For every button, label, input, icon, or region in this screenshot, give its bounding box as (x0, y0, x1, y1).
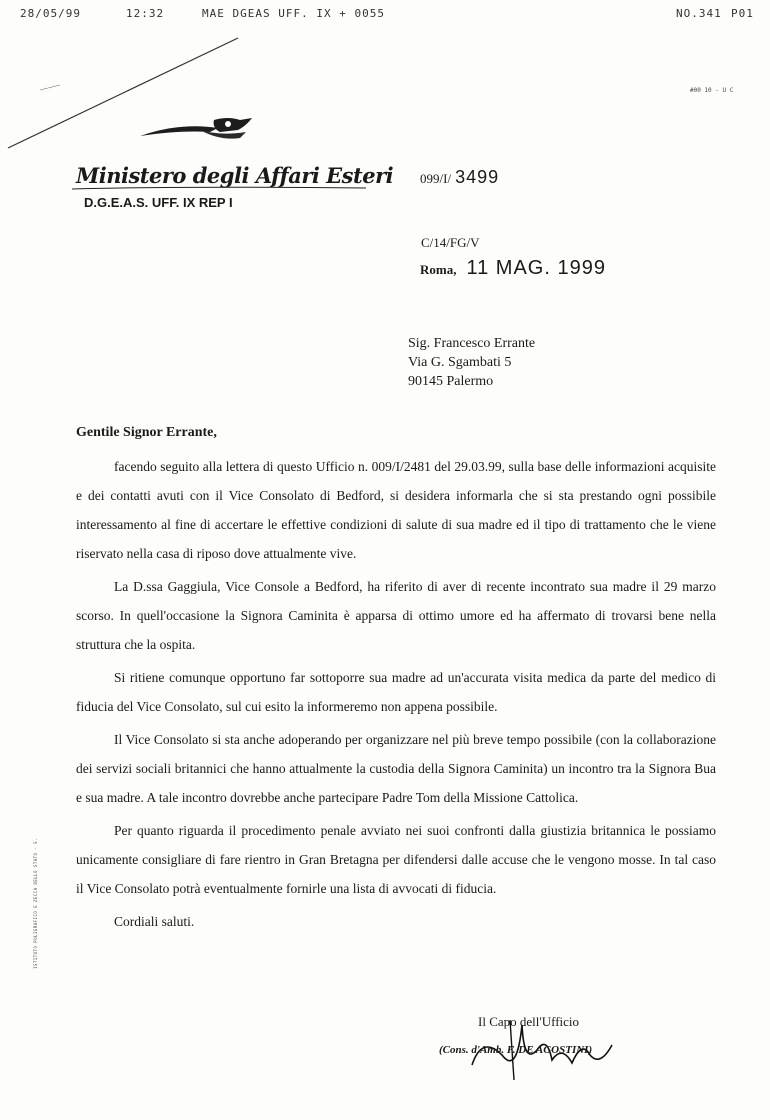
body-paragraph: Per quanto riguarda il procedimento penale avviato nei suoi confronti dalla giustizia britannica le possiamo unicamente consigliare di fare rientro in Gran Bretagna per difendersi dalle accuse che le vengono mosse. In tal caso il Vice Consolato potrà eventualmente fornirle una lista di avvocati di fiducia. (76, 823, 716, 896)
closing: Cordiali saluti. (114, 914, 195, 929)
department-line: D.G.E.A.S. UFF. IX REP I (84, 195, 233, 210)
date-stamp: 11 MAG. 1999 (466, 257, 606, 279)
signature-name: (Cons. d'Amb. F. DE AGOSTINI) (439, 1044, 593, 1056)
protocol-prefix: 099/I/ (420, 171, 452, 186)
signature-title: Il Capo dell'Ufficio (478, 1014, 580, 1029)
recipient-name: Sig. Francesco Errante (408, 336, 536, 351)
protocol-stamp: 3499 (455, 167, 500, 187)
body-paragraph: Si ritiene comunque opportuno far sottoporre sua madre ad un'accurata visita medica da parte del medico di fiducia del Vice Consolato, sul cui esito la informeremo non appena possibile. (76, 670, 716, 714)
recipient-city: 90145 Palermo (408, 374, 494, 389)
side-imprint: ISTITUTO POLIGRAFICO E ZECCA DELLO STATO - S. (33, 838, 38, 969)
body-paragraph: facendo seguito alla lettera di questo Ufficio n. 009/I/2481 del 29.03.99, sulla base delle informazioni acquisite e dei contatti avuti con il Vice Consolato di Bedford, si desidera informarla che si sta prestando ogni possibile interessamento al fine di accertare le effettive condizioni di salute di sua madre ed il tipo di trattamento che le viene riservato nella casa di riposo dove attualmente vive. (76, 459, 716, 561)
body-paragraph: La D.ssa Gaggiula, Vice Console a Bedford, ha riferito di aver di recente incontrato sua madre il 29 marzo scorso. In quell'occasione la Signora Caminita è apparsa di ottimo umore ed ha affermato di trovarsi bene nella struttura che la ospita. (76, 579, 716, 652)
protocol-number (420, 167, 499, 188)
fax-date: 28/05/99 (20, 7, 81, 20)
date-place: Roma, (420, 262, 457, 277)
emblem-icon (140, 114, 260, 146)
letter-body (76, 452, 716, 940)
fax-sender: MAE DGEAS UFF. IX + 0055 (202, 7, 385, 20)
date-line (420, 257, 606, 280)
ministry-underline (70, 186, 370, 192)
corner-code: #00 10 - U C (690, 87, 734, 94)
fax-page: P01 (731, 7, 754, 20)
fax-number: NO.341 (676, 7, 722, 20)
recipient-street: Via G. Sgambati 5 (408, 355, 512, 370)
reference-code: C/14/FG/V (421, 235, 480, 250)
fax-time: 12:32 (126, 7, 165, 20)
salutation: Gentile Signor Errante, (76, 425, 217, 440)
body-paragraph: Il Vice Consolato si sta anche adoperando per organizzare nel più breve tempo possibile (con la collaborazione dei servizi sociali britannici che hanno attualmente la custodia della Signora Caminita) un incontro tra la Signora Bua e sua madre. A tale incontro dovrebbe anche partecipare Padre Tom della Missione Cattolica. (76, 732, 716, 805)
recipient-address (408, 334, 535, 391)
ministry-name: Ministero degli Affari Esteri (76, 163, 394, 188)
